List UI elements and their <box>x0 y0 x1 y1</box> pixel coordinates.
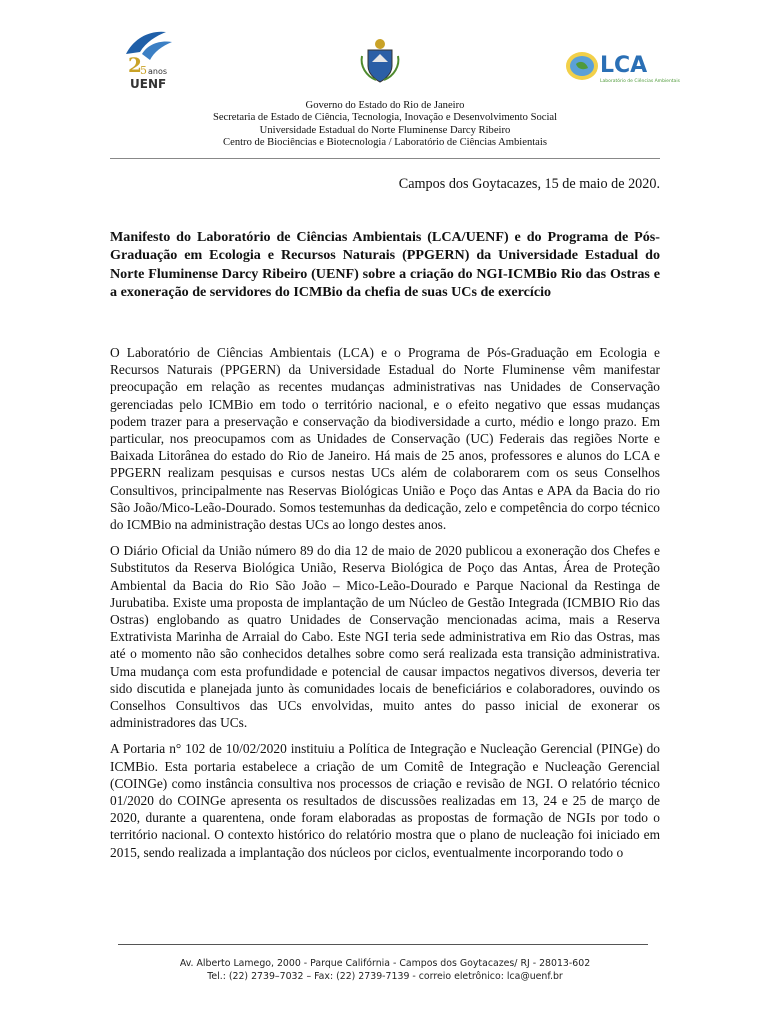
institution-header <box>110 100 660 150</box>
header-university: Universidade Estadual do Norte Fluminense Darcy Ribeiro <box>259 124 511 136</box>
footer-contact: Tel.: (22) 2739–7032 – Fax: (22) 2739-7139 - correio eletrônico: lca@uenf.br <box>207 971 563 982</box>
document-date: Campos dos Goytacazes, 15 de maio de 2020. <box>398 176 660 192</box>
document-body <box>110 344 660 870</box>
svg-text:2: 2 <box>128 53 142 77</box>
header-center: Centro de Biociências e Biotecnologia / Laboratório de Ciências Ambientais <box>223 137 547 149</box>
header-government: Governo do Estado do Rio de Janeiro <box>305 100 465 111</box>
svg-text:LCA: LCA <box>600 53 648 78</box>
footer-address: Av. Alberto Lamego, 2000 - Parque Califórnia - Campos dos Goytacazes/ RJ - 28013-602 <box>179 958 591 969</box>
document-title: Manifesto do Laboratório de Ciências Ambientais (LCA/UENF) e do Programa de Pós-Graduação em Ecologia e Recursos Naturais (PPGERN) da Universidade Estadual do Norte Fluminense Darcy Ribeiro (UENF) sobre a criação do NGI-ICMBio Rio das Ostras e a exoneração de servidores do ICMBio da chefia de suas UCs de exercício <box>110 229 660 301</box>
uenf-25-anos-logo <box>120 24 180 94</box>
header-divider <box>110 158 660 159</box>
paragraph-3: A Portaria n° 102 de 10/02/2020 instituiu a Política de Integração e Nucleação Gerencial (PINGe) do ICMBio. Esta portaria estabelece a criação de um Comitê de Integração e Nucleação Gerencial (COINGe) como instância consultiva nos processos de criação e revisão de NGI. O relatório técnico 01/2020 do COINGe apresenta os resultados de discussões realizadas em 13, 24 e 25 de março de 2020, durante a quarentena, onde foram elaboradas as propostas de formação de NGIs por todo o território nacional. O contexto histórico do relatório mostra que o plano de nucleação foi iniciado em 2015, sendo realizada a implantação dos núcleos por ciclos, eventualmente incorporando todo o <box>110 741 660 860</box>
footer-divider <box>118 944 648 945</box>
paragraph-2: O Diário Oficial da União número 89 do dia 12 de maio de 2020 publicou a exoneração dos Chefes e Substitutos da Reserva Biológica União, Reserva Biológica de Poço das Antas, Área de Proteção Ambiental da Bacia do Rio São João – Mico-Leão-Dourado e Parque Nacional da Restinga de Jurubatiba. Existe uma proposta de implantação de um Núcleo de Gestão Integrada (ICMBIO Rio das Ostras) englobando as quatro Unidades de Conservação mencionadas acima, mais a Reserva Extrativista Marinha de Arraial do Cabo. Este NGI teria sede administrativa em Rio das Ostras, mas até o momento não são conhecidos detalhes sobre como será realizada esta transição administrativa. Uma mudança com esta profundidade e potencial de causar impactos negativos diversos, deveria ter sido discutida e planejada junto às comunidades locais de beneficiários e colaboradores, ouvindo os Conselhos Consultivos das UCs envolvidas, muito antes do passo inicial de exonerar os administradores das UCs. <box>110 543 660 731</box>
lca-logo <box>562 42 680 86</box>
header-secretariat: Secretaria de Estado de Ciência, Tecnologia, Inovação e Desenvolvimento Social <box>212 112 558 124</box>
paragraph-1: O Laboratório de Ciências Ambientais (LCA) e o Programa de Pós-Graduação em Ecologia e Recursos Naturais (PPGERN) da Universidade Estadual do Norte Fluminense vêm manifestar preocupação em relação as recentes mudanças administrativas nas Unidades de Conservação gerenciadas pelo ICMBio em todo o território nacional, e o efeito negativo que essas mudanças podem trazer para a preservação e conservação da biodiversidade a curto, médio e longo prazo. Em particular, nos preocupamos com as Unidades de Conservação (UC) Federais das regiões Norte e Baixada Litorânea do estado do Rio de Janeiro. Há mais de 25 anos, professores e alunos do LCA e PPGERN realizam pesquisas e cursos nestas UCs além de colaborarem com os seus Conselhos Consultivos, principalmente nas Reservas Biológicas União e Poço das Antas e APA da Bacia do rio São João/Mico-Leão-Dourado. Somos testemunhas da dedicação, zelo e competência do corpo técnico do ICMBio na administração destas UCs ao longo destes anos. <box>110 345 660 533</box>
rio-de-janeiro-coat-of-arms <box>358 36 402 86</box>
svg-text:Laboratório de Ciências Ambien: Laboratório de Ciências Ambientais <box>600 79 680 84</box>
svg-text:UENF: UENF <box>130 77 167 91</box>
svg-text:5: 5 <box>140 64 147 77</box>
svg-text:anos: anos <box>148 67 168 76</box>
footer <box>110 957 660 983</box>
